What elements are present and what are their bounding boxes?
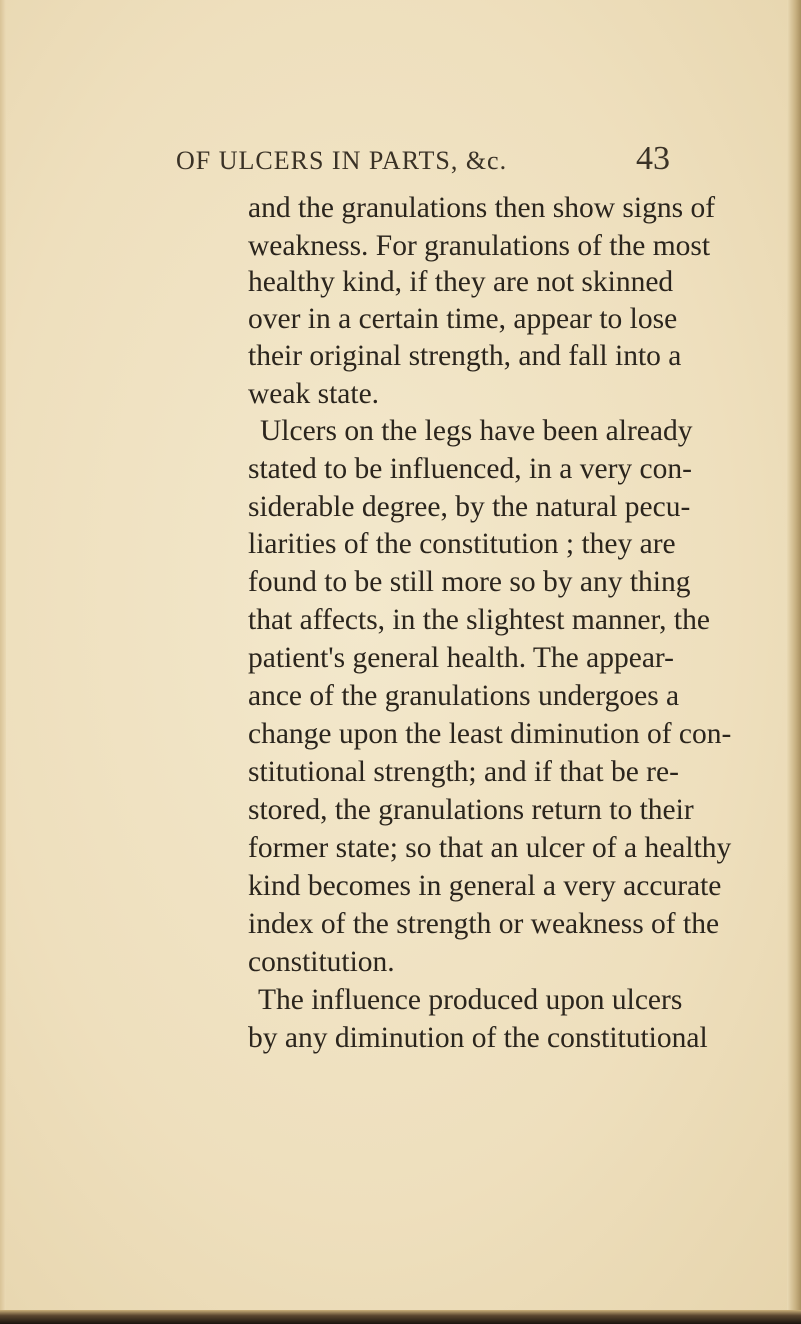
text-line: siderable degree, by the natural pecu- (248, 491, 691, 523)
text-line: former state; so that an ulcer of a healthy (248, 832, 732, 864)
text-line: found to be still more so by any thing (248, 566, 691, 598)
text-line: liarities of the constitution ; they are (248, 528, 676, 560)
text-line: healthy kind, if they are not skinned (248, 266, 674, 298)
text-line: Ulcers on the legs have been already (260, 415, 693, 447)
text-line: ance of the granulations undergoes a (248, 680, 680, 712)
text-line: weakness. For granulations of the most (248, 230, 711, 262)
text-line: The influence produced upon ulcers (258, 984, 683, 1016)
page-bottom-edge (0, 1310, 801, 1324)
page-left-edge (0, 0, 6, 1324)
text-line: stored, the granulations return to their (248, 794, 694, 826)
text-line: index of the strength or weakness of the (248, 908, 720, 940)
page-right-edge (787, 0, 801, 1324)
text-line: and the granulations then show signs of (248, 192, 716, 224)
text-line: over in a certain time, appear to lose (248, 303, 678, 335)
page-number: 43 (636, 140, 670, 177)
text-line: that affects, in the slightest manner, the (248, 604, 710, 636)
running-head: OF ULCERS IN PARTS, &c. (176, 146, 508, 175)
text-line: stitutional strength; and if that be re- (248, 756, 679, 788)
text-line: kind becomes in general a very accurate (248, 870, 722, 902)
text-line: their original strength, and fall into a (248, 340, 682, 372)
text-line: change upon the least diminution of con- (248, 718, 732, 750)
text-line: weak state. (248, 378, 380, 410)
text-line: constitution. (248, 946, 395, 978)
text-line: by any diminution of the constitutional (248, 1022, 708, 1054)
text-line: stated to be influenced, in a very con- (248, 453, 692, 485)
text-line: patient's general health. The appear- (248, 642, 674, 674)
